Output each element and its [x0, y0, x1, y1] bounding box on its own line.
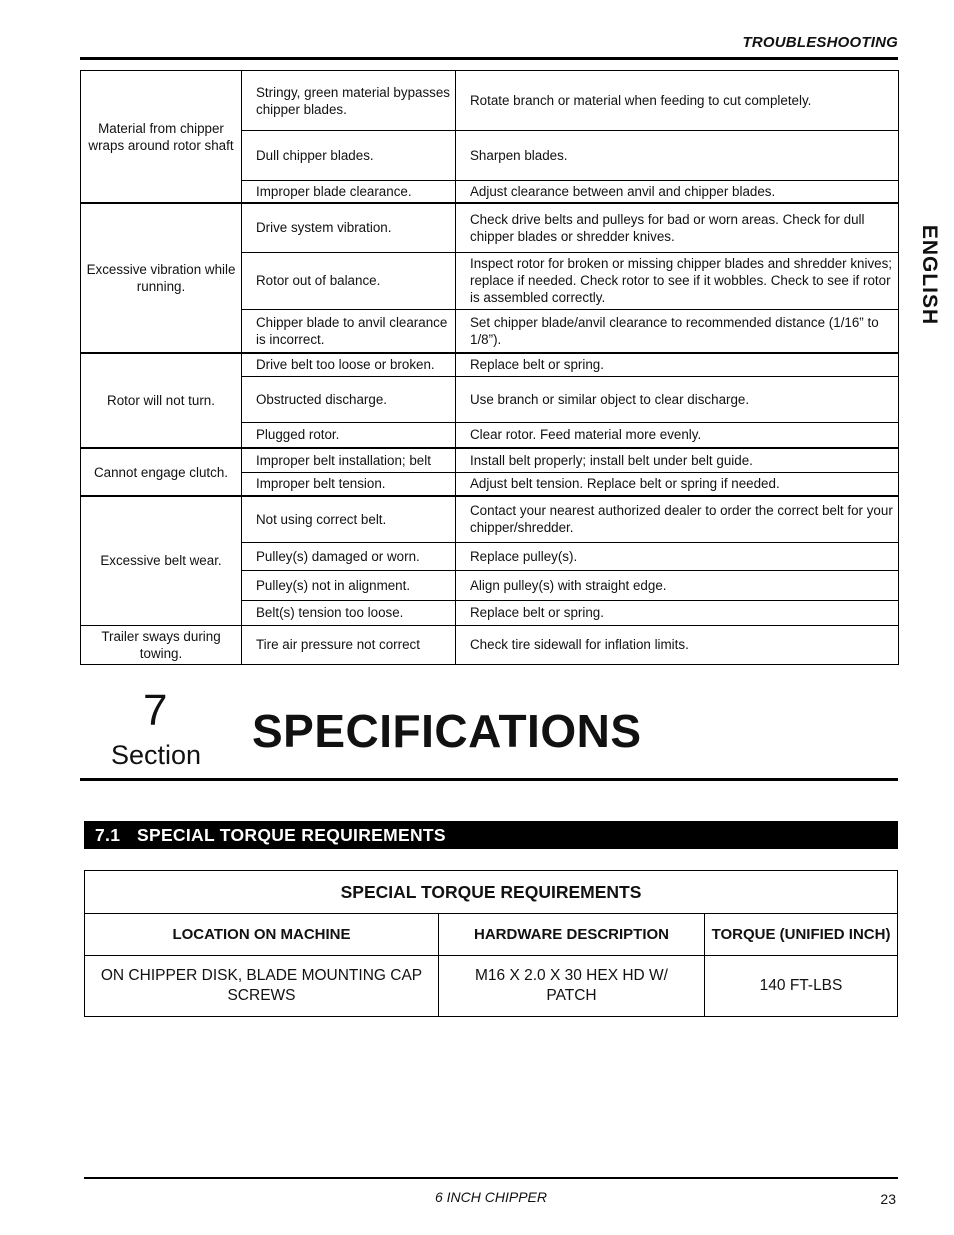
- cause-cell: Not using correct belt.: [242, 496, 456, 542]
- remedy-cell: Replace belt or spring.: [456, 600, 899, 625]
- problem-cell: Rotor will not turn.: [81, 353, 242, 448]
- cause-cell: Tire air pressure not correct: [242, 625, 456, 664]
- remedy-cell: Check tire sidewall for inflation limits.: [456, 625, 899, 664]
- remedy-cell: Replace pulley(s).: [456, 542, 899, 570]
- remedy-cell: Check drive belts and pulleys for bad or worn areas. Check for dull chipper blades or shredder knives.: [456, 203, 899, 252]
- cause-cell: Pulley(s) damaged or worn.: [242, 542, 456, 570]
- remedy-cell: Sharpen blades.: [456, 131, 899, 181]
- torque-cell: 140 FT-LBS: [705, 956, 898, 1017]
- footer-title: 6 INCH CHIPPER: [434, 1189, 548, 1205]
- column-header-location: LOCATION ON MACHINE: [85, 914, 439, 956]
- subsection-title: SPECIAL TORQUE REQUIREMENTS: [137, 825, 446, 845]
- remedy-cell: Adjust belt tension. Replace belt or spring if needed.: [456, 472, 899, 496]
- remedy-cell: Install belt properly; install belt under belt guide.: [456, 448, 899, 472]
- cause-cell: Improper blade clearance.: [242, 181, 456, 204]
- section-label: Section: [111, 740, 202, 770]
- remedy-cell: Inspect rotor for broken or missing chipper blades and shredder knives; replace if needed. Check rotor to see if it wobbles. Check to see if rotor is assembled correctly.: [456, 252, 899, 309]
- problem-cell: Excessive belt wear.: [81, 496, 242, 625]
- torque-table: [84, 870, 898, 1017]
- column-header-torque: TORQUE (UNIFIED INCH): [705, 914, 898, 956]
- torque-table-caption: SPECIAL TORQUE REQUIREMENTS: [85, 871, 898, 914]
- location-cell: ON CHIPPER DISK, BLADE MOUNTING CAP SCREWS: [85, 956, 439, 1017]
- remedy-cell: Adjust clearance between anvil and chipper blades.: [456, 181, 899, 204]
- cause-cell: Rotor out of balance.: [242, 252, 456, 309]
- troubleshooting-table: [80, 70, 899, 665]
- subsection-number: 7.1: [95, 825, 121, 845]
- column-header-hardware: HARDWARE DESCRIPTION: [439, 914, 705, 956]
- hardware-cell: M16 X 2.0 X 30 HEX HD W/ PATCH: [439, 956, 705, 1017]
- problem-cell: Trailer sways during towing.: [81, 625, 242, 664]
- remedy-cell: Clear rotor. Feed material more evenly.: [456, 422, 899, 448]
- footer-rule: [84, 1177, 898, 1179]
- remedy-cell: Rotate branch or material when feeding to cut completely.: [456, 71, 899, 131]
- problem-cell: Cannot engage clutch.: [81, 448, 242, 496]
- language-tab: [906, 220, 952, 330]
- cause-cell: Belt(s) tension too loose.: [242, 600, 456, 625]
- cause-cell: Plugged rotor.: [242, 422, 456, 448]
- problem-cell: Excessive vibration while running.: [81, 203, 242, 353]
- remedy-cell: Contact your nearest authorized dealer to order the correct belt for your chipper/shredder.: [456, 496, 899, 542]
- remedy-cell: Set chipper blade/anvil clearance to recommended distance (1/16” to 1/8”).: [456, 309, 899, 353]
- cause-cell: Chipper blade to anvil clearance is incorrect.: [242, 309, 456, 353]
- problem-cell: Material from chipper wraps around rotor shaft: [81, 71, 242, 204]
- remedy-cell: Align pulley(s) with straight edge.: [456, 570, 899, 600]
- running-header: TROUBLESHOOTING: [742, 34, 898, 51]
- page-number: 23: [880, 1191, 896, 1207]
- cause-cell: Improper belt installation; belt: [242, 448, 456, 472]
- cause-cell: Pulley(s) not in alignment.: [242, 570, 456, 600]
- section-title: SPECIFICATIONS: [252, 705, 642, 757]
- cause-cell: Obstructed discharge.: [242, 376, 456, 422]
- language-tab-label: ENGLISH: [918, 224, 941, 326]
- section-rule: [80, 778, 898, 781]
- header-rule: [80, 57, 898, 60]
- subsection-heading-bar: [84, 821, 898, 849]
- remedy-cell: Replace belt or spring.: [456, 353, 899, 376]
- cause-cell: Dull chipper blades.: [242, 131, 456, 181]
- remedy-cell: Use branch or similar object to clear discharge.: [456, 376, 899, 422]
- cause-cell: Stringy, green material bypasses chipper blades.: [242, 71, 456, 131]
- cause-cell: Drive system vibration.: [242, 203, 456, 252]
- cause-cell: Drive belt too loose or broken.: [242, 353, 456, 376]
- cause-cell: Improper belt tension.: [242, 472, 456, 496]
- section-number: 7: [143, 686, 168, 735]
